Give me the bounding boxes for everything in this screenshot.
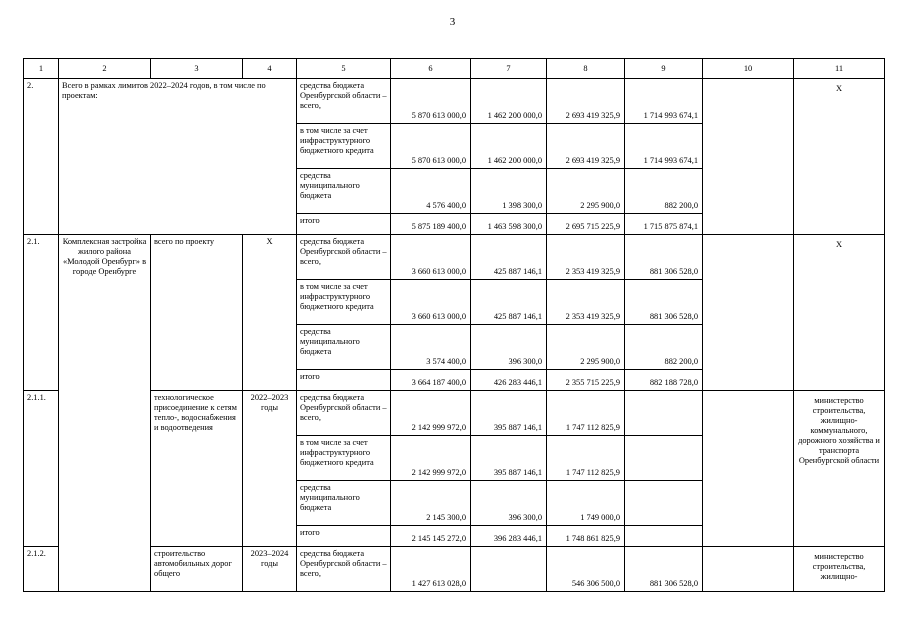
value-cell <box>625 526 703 547</box>
value-cell: 881 306 528,0 <box>625 547 703 592</box>
value-cell <box>625 436 703 481</box>
value-cell: 2 695 715 225,9 <box>547 214 625 235</box>
value-cell: 395 887 146,1 <box>471 436 547 481</box>
value-cell: 1 748 861 825,9 <box>547 526 625 547</box>
column-header: 9 <box>625 59 703 79</box>
table-row <box>24 547 885 592</box>
value-cell: 396 300,0 <box>471 325 547 370</box>
funding-source: в том числе за счет инфраструктурного бюджетного кредита <box>297 124 391 169</box>
value-cell: 882 200,0 <box>625 169 703 214</box>
value-cell: 425 887 146,1 <box>471 280 547 325</box>
table-row <box>24 235 885 280</box>
table-row <box>24 79 885 124</box>
funding-source: средства муниципального бюджета <box>297 325 391 370</box>
value-cell: 1 747 112 825,9 <box>547 391 625 436</box>
value-cell: 1 749 000,0 <box>547 481 625 526</box>
value-cell: 2 295 900,0 <box>547 169 625 214</box>
column-header: 6 <box>391 59 471 79</box>
empty-cell <box>703 235 794 391</box>
row-number: 2.1. <box>24 235 59 391</box>
funding-source: средства бюджета Оренбургской области – всего, <box>297 547 391 592</box>
funding-source: средства муниципального бюджета <box>297 169 391 214</box>
period-cell: 2022–2023 годы <box>243 391 297 547</box>
value-cell: 2 295 900,0 <box>547 325 625 370</box>
funding-source: средства бюджета Оренбургской области – всего, <box>297 391 391 436</box>
value-cell: 396 300,0 <box>471 481 547 526</box>
value-cell <box>625 481 703 526</box>
funding-source: средства бюджета Оренбургской области – всего, <box>297 235 391 280</box>
column-header: 2 <box>59 59 151 79</box>
value-cell: 2 353 419 325,9 <box>547 280 625 325</box>
project-name: Комплексная застройка жилого района «Молодой Оренбург» в городе Оренбурге <box>59 235 151 592</box>
row-number: 2.1.1. <box>24 391 59 547</box>
column-header: 5 <box>297 59 391 79</box>
value-cell: 395 887 146,1 <box>471 391 547 436</box>
funding-source: итого <box>297 526 391 547</box>
value-cell: 425 887 146,1 <box>471 235 547 280</box>
value-cell: 426 283 446,1 <box>471 370 547 391</box>
column-header: 8 <box>547 59 625 79</box>
column-header: 11 <box>794 59 885 79</box>
responsible-party: министерство строительства, жилищно- <box>794 547 885 592</box>
value-cell: 3 660 613 000,0 <box>391 280 471 325</box>
value-cell: 2 145 145 272,0 <box>391 526 471 547</box>
work-description: строительство автомобильных дорог общего <box>151 547 243 592</box>
funding-source: средства муниципального бюджета <box>297 481 391 526</box>
value-cell: 2 693 419 325,9 <box>547 79 625 124</box>
value-cell: 3 664 187 400,0 <box>391 370 471 391</box>
value-cell: 2 353 419 325,9 <box>547 235 625 280</box>
value-cell: 5 875 189 400,0 <box>391 214 471 235</box>
value-cell: 2 142 999 972,0 <box>391 391 471 436</box>
responsible-party: Х <box>794 79 885 235</box>
value-cell: 2 355 715 225,9 <box>547 370 625 391</box>
value-cell: 1 714 993 674,1 <box>625 124 703 169</box>
table-row <box>24 391 885 436</box>
responsible-party: Х <box>794 235 885 391</box>
value-cell: 1 427 613 028,0 <box>391 547 471 592</box>
column-header: 10 <box>703 59 794 79</box>
value-cell: 1 463 598 300,0 <box>471 214 547 235</box>
value-cell: 1 714 993 674,1 <box>625 79 703 124</box>
row-number: 2. <box>24 79 59 235</box>
funding-source: в том числе за счет инфраструктурного бюджетного кредита <box>297 436 391 481</box>
value-cell <box>471 547 547 592</box>
value-cell: 546 306 500,0 <box>547 547 625 592</box>
column-header: 4 <box>243 59 297 79</box>
value-cell: 2 142 999 972,0 <box>391 436 471 481</box>
value-cell: 882 188 728,0 <box>625 370 703 391</box>
value-cell <box>625 391 703 436</box>
empty-cell <box>703 547 794 592</box>
funding-source: средства бюджета Оренбургской области – всего, <box>297 79 391 124</box>
value-cell: 5 870 613 000,0 <box>391 79 471 124</box>
column-header: 1 <box>24 59 59 79</box>
section-title: Всего в рамках лимитов 2022–2024 годов, в том числе по проектам: <box>59 79 297 235</box>
page-number: 3 <box>449 16 456 28</box>
project-scope: всего по проекту <box>151 235 243 391</box>
value-cell: 5 870 613 000,0 <box>391 124 471 169</box>
empty-cell <box>703 391 794 547</box>
period-cell: 2023–2024 годы <box>243 547 297 592</box>
funding-source: в том числе за счет инфраструктурного бюджетного кредита <box>297 280 391 325</box>
value-cell: 2 145 300,0 <box>391 481 471 526</box>
value-cell: 396 283 446,1 <box>471 526 547 547</box>
budget-table <box>23 58 885 592</box>
value-cell: 1 462 200 000,0 <box>471 124 547 169</box>
empty-cell <box>703 79 794 235</box>
column-number-row <box>24 59 885 79</box>
column-header: 7 <box>471 59 547 79</box>
value-cell: 4 576 400,0 <box>391 169 471 214</box>
row-number: 2.1.2. <box>24 547 59 592</box>
value-cell: 1 398 300,0 <box>471 169 547 214</box>
value-cell: 2 693 419 325,9 <box>547 124 625 169</box>
responsible-party: министерство строительства, жилищно-коммунального, дорожного хозяйства и транспорта Оренбургской области <box>794 391 885 547</box>
period-cell: Х <box>243 235 297 391</box>
column-header: 3 <box>151 59 243 79</box>
value-cell: 1 462 200 000,0 <box>471 79 547 124</box>
value-cell: 3 660 613 000,0 <box>391 235 471 280</box>
work-description: технологическое присоединение к сетям тепло-, водоснабжения и водоотведения <box>151 391 243 547</box>
value-cell: 881 306 528,0 <box>625 235 703 280</box>
value-cell: 1 747 112 825,9 <box>547 436 625 481</box>
value-cell: 3 574 400,0 <box>391 325 471 370</box>
value-cell: 882 200,0 <box>625 325 703 370</box>
value-cell: 881 306 528,0 <box>625 280 703 325</box>
value-cell: 1 715 875 874,1 <box>625 214 703 235</box>
funding-source: итого <box>297 370 391 391</box>
funding-source: итого <box>297 214 391 235</box>
